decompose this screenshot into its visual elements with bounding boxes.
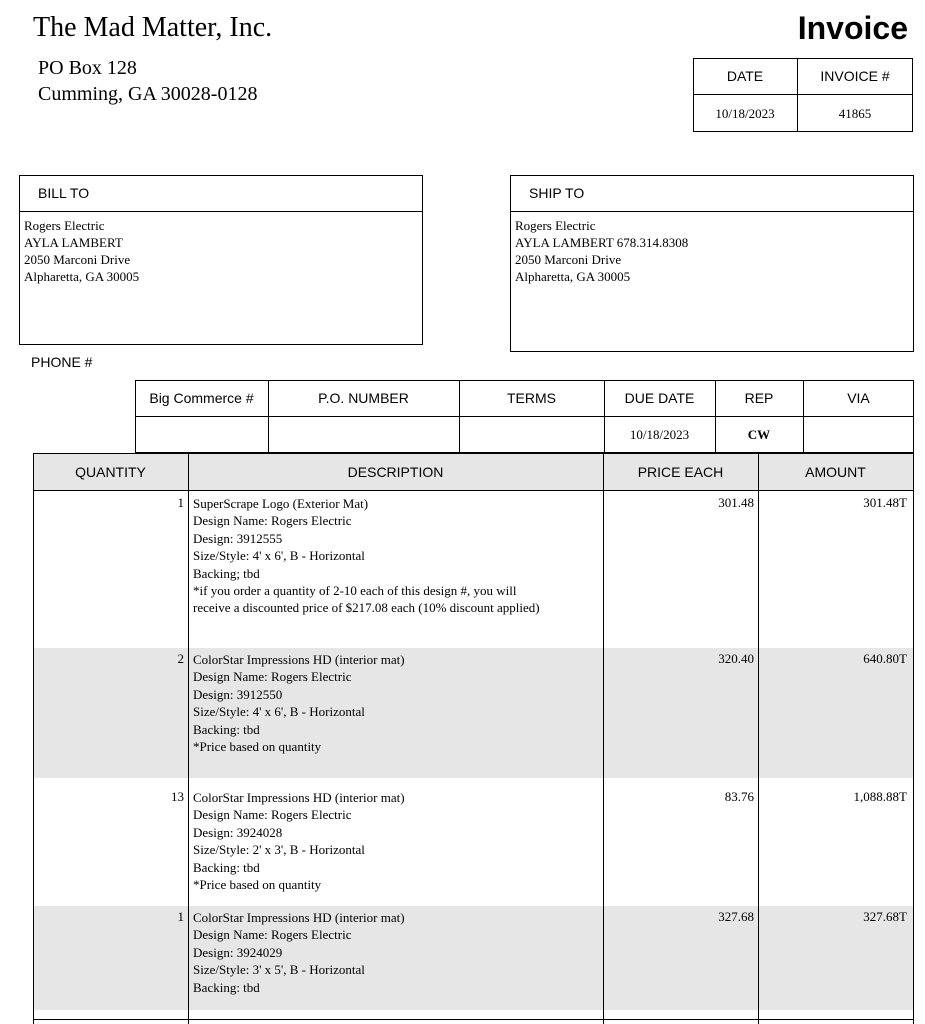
order-value-big-commerce	[135, 417, 268, 453]
company-address-line2: Cumming, GA 30028-0128	[38, 83, 258, 105]
order-header-po-number: P.O. NUMBER	[318, 390, 409, 406]
line-item-price: 83.76	[724, 789, 754, 804]
phone-label: PHONE #	[31, 354, 93, 370]
line-item-quantity: 13	[171, 789, 184, 804]
order-header-big-commerce: Big Commerce #	[149, 390, 254, 406]
line-item-quantity: 1	[177, 909, 184, 924]
order-value-rep: CW	[747, 427, 771, 442]
column-header-quantity: QUANTITY	[75, 463, 146, 480]
line-item-quantity: 2	[177, 651, 184, 666]
order-value-po-number	[268, 417, 459, 453]
ship-to-line: 2050 Marconi Drive	[515, 252, 622, 267]
line-item-quantity: 1	[177, 495, 184, 510]
order-header-rep: REP	[744, 390, 774, 406]
bill-to-line: Alpharetta, GA 30005	[24, 269, 140, 284]
column-header-description: DESCRIPTION	[347, 463, 444, 480]
order-header-via: VIA	[847, 390, 870, 406]
line-item-amount: 640.80T	[863, 651, 907, 666]
date-label: DATE	[726, 68, 764, 84]
document-title: Invoice	[797, 10, 908, 46]
line-item-amount: 327.68T	[863, 909, 907, 924]
order-header-terms: TERMS	[507, 390, 556, 406]
order-value-via	[803, 417, 914, 453]
ship-to-line: Alpharetta, GA 30005	[515, 269, 631, 284]
bill-to-line: 2050 Marconi Drive	[24, 252, 131, 267]
line-item-description: ColorStar Impressions HD (interior mat) Design Name: Rogers Electric Design: 3924029 Size/Style: 3' x 5', B - Horizontal Backing: tbd	[193, 910, 405, 995]
line-item-price: 320.40	[718, 651, 754, 666]
company-address-line1: PO Box 128	[38, 57, 137, 79]
line-item-price: 301.48	[718, 495, 754, 510]
line-item-description: ColorStar Impressions HD (interior mat) Design Name: Rogers Electric Design: 3912550 Size/Style: 4' x 6', B - Horizontal Backing: tbd *Price based on quantity	[193, 652, 405, 755]
invoice-number: 41865	[838, 105, 872, 121]
line-item-description: ColorStar Impressions HD (interior mat) Design Name: Rogers Electric Design: 3924028 Size/Style: 2' x 3', B - Horizontal Backing: tbd *Price based on quantity	[193, 790, 405, 893]
ship-to-address	[515, 217, 688, 285]
line-item-description: SuperScrape Logo (Exterior Mat) Design Name: Rogers Electric Design: 3912555 Size/Style: 4' x 6', B - Horizontal Backing; tbd *if you order a quantity of 2-10 each of this design #, you will receive a discounted price of $217.08 each (10% discount applied)	[193, 496, 540, 616]
company-name: The Mad Matter, Inc.	[33, 12, 273, 43]
bill-to-line: Rogers Electric	[24, 218, 105, 233]
order-value-terms	[459, 417, 604, 453]
column-header-price-each: PRICE EACH	[637, 463, 724, 480]
order-header-due-date: DUE DATE	[624, 390, 695, 406]
invoice-number-label: INVOICE #	[820, 68, 890, 84]
order-value-due-date: 10/18/2023	[629, 427, 690, 442]
ship-to-line: Rogers Electric	[515, 218, 596, 233]
bill-to-label: BILL TO	[38, 185, 90, 201]
line-item-price: 327.68	[718, 909, 754, 924]
line-item-amount: 1,088.88T	[853, 789, 907, 804]
line-item-amount: 301.48T	[863, 495, 907, 510]
invoice-date: 10/18/2023	[715, 105, 775, 121]
ship-to-line: AYLA LAMBERT 678.314.8308	[515, 235, 689, 250]
ship-to-label: SHIP TO	[529, 185, 585, 201]
bill-to-address	[24, 217, 139, 285]
bill-to-line: AYLA LAMBERT	[24, 235, 123, 250]
column-header-amount: AMOUNT	[805, 463, 866, 480]
